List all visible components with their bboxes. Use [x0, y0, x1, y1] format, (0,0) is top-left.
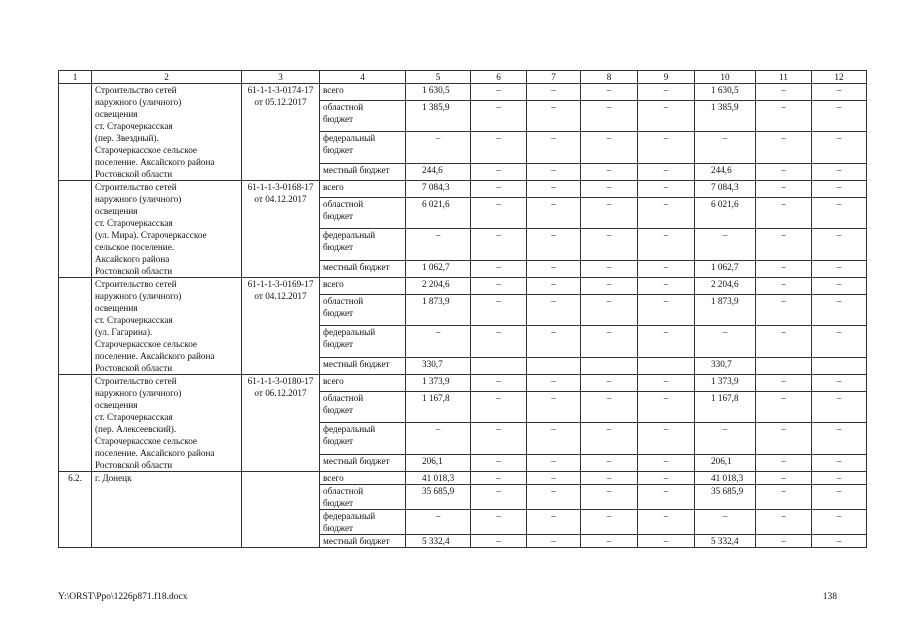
value-col-8: –	[581, 100, 638, 132]
footer-file-path: Y:\ORST\Ppo\1226p871.f18.docx	[58, 592, 188, 602]
table-row	[59, 84, 867, 101]
value-col-10: –	[695, 326, 756, 358]
funding-source-line: федеральный	[323, 230, 376, 241]
value-col-10: 1 873,9	[695, 294, 756, 326]
object-name-line: освещения	[95, 206, 138, 216]
row-number	[59, 375, 92, 472]
object-name-line: ст. Старочеркасская	[95, 412, 173, 422]
object-name-line: освещения	[95, 400, 138, 410]
value-col-10: 7 084,3	[695, 181, 756, 198]
row-number	[59, 181, 92, 278]
value-col-5: 330,7	[406, 358, 471, 375]
value-col-12: –	[812, 472, 867, 485]
funding-source	[320, 391, 406, 423]
value-col-9: –	[638, 132, 695, 164]
object-name-line: (пер. Алексеевский).	[95, 424, 177, 434]
funding-source	[320, 455, 406, 472]
value-col-11: –	[756, 132, 812, 164]
value-col-8: –	[581, 229, 638, 261]
value-col-7: –	[527, 100, 581, 132]
value-col-10: –	[695, 510, 756, 535]
value-col-6: –	[471, 375, 527, 392]
value-col-12: –	[812, 229, 867, 261]
column-header: 4	[320, 71, 406, 84]
value-col-6: –	[471, 472, 527, 485]
value-col-11: –	[756, 326, 812, 358]
object-name-line: ст. Старочеркасская	[95, 218, 173, 228]
value-col-9: –	[638, 472, 695, 485]
column-header: 8	[581, 71, 638, 84]
value-col-12: –	[812, 100, 867, 132]
value-col-5: 6 021,6	[406, 197, 471, 229]
object-name-line: поселение. Аксайского района	[95, 448, 215, 458]
value-col-12: –	[812, 197, 867, 229]
table-row	[59, 472, 867, 485]
value-col-5: 5 332,4	[406, 535, 471, 548]
value-col-9: –	[638, 391, 695, 423]
object-name	[92, 278, 242, 375]
object-name-line: Аксайского района	[95, 254, 170, 264]
table-row	[59, 181, 867, 198]
value-col-5: 206,1	[406, 455, 471, 472]
funding-source-line: местный бюджет	[323, 456, 390, 467]
funding-source-line: областной	[323, 486, 364, 496]
funding-source-line: федеральный	[323, 133, 376, 144]
value-col-7: –	[527, 510, 581, 535]
value-col-5: 1 167,8	[406, 391, 471, 423]
object-name-line: (ул. Мира). Старочеркасское	[95, 230, 207, 240]
value-col-12: –	[812, 132, 867, 164]
funding-source	[320, 510, 406, 535]
value-col-6: –	[471, 485, 527, 510]
value-col-7: –	[527, 375, 581, 392]
value-col-6: –	[471, 455, 527, 472]
object-name-line: поселение. Аксайского района	[95, 351, 215, 361]
object-name-line: наружного (уличного)	[95, 97, 182, 107]
document-code	[242, 472, 320, 548]
value-col-6: –	[471, 84, 527, 101]
value-col-10: 2 204,6	[695, 278, 756, 295]
value-col-5: 1 630,5	[406, 84, 471, 101]
funding-source	[320, 181, 406, 198]
column-header: 2	[92, 71, 242, 84]
value-col-6: –	[471, 181, 527, 198]
value-col-6: –	[471, 278, 527, 295]
value-col-10: –	[695, 423, 756, 455]
object-name-line: освещения	[95, 303, 138, 313]
funding-source-line: всего	[323, 182, 344, 192]
value-col-7	[527, 358, 581, 375]
footer-page-number: 138	[822, 592, 837, 602]
document-code-line: от 04.12.2017	[254, 194, 307, 204]
value-col-11: –	[756, 261, 812, 278]
object-name-line: г. Донецк	[95, 473, 132, 483]
value-col-5: –	[406, 510, 471, 535]
document-code	[242, 375, 320, 472]
column-header: 11	[756, 71, 812, 84]
value-col-10: –	[695, 229, 756, 261]
value-col-9: –	[638, 375, 695, 392]
value-col-6: –	[471, 535, 527, 548]
value-col-11	[756, 358, 812, 375]
value-col-9: –	[638, 485, 695, 510]
funding-source	[320, 84, 406, 101]
value-col-5: 35 685,9	[406, 485, 471, 510]
value-col-5: 2 204,6	[406, 278, 471, 295]
value-col-6: –	[471, 229, 527, 261]
document-code-line: от 05.12.2017	[254, 97, 307, 107]
funding-source-line: бюджет	[323, 498, 354, 508]
document-code	[242, 181, 320, 278]
value-col-9: –	[638, 84, 695, 101]
value-col-5: 244,6	[406, 164, 471, 181]
value-col-5: 1 385,9	[406, 100, 471, 132]
value-col-7: –	[527, 181, 581, 198]
funding-source-line: местный бюджет	[323, 359, 390, 370]
value-col-9: –	[638, 100, 695, 132]
value-col-5: –	[406, 132, 471, 164]
funding-source	[320, 164, 406, 181]
object-name-line: наружного (уличного)	[95, 194, 182, 204]
value-col-11: –	[756, 278, 812, 295]
value-col-11: –	[756, 164, 812, 181]
value-col-9: –	[638, 181, 695, 198]
funding-source-line: бюджет	[323, 523, 354, 533]
value-col-5: –	[406, 423, 471, 455]
value-col-6: –	[471, 197, 527, 229]
object-name-line: наружного (уличного)	[95, 291, 182, 301]
document-code-line: 61-1-1-3-0174-17	[247, 85, 314, 95]
column-header: 3	[242, 71, 320, 84]
value-col-7: –	[527, 197, 581, 229]
value-col-11: –	[756, 181, 812, 198]
value-col-8: –	[581, 261, 638, 278]
object-name-line: Строительство сетей	[95, 182, 177, 192]
value-col-12: –	[812, 455, 867, 472]
value-col-8: –	[581, 181, 638, 198]
document-code-line: от 04.12.2017	[254, 291, 307, 301]
value-col-7: –	[527, 485, 581, 510]
funding-source-line: бюджет	[323, 307, 354, 318]
object-name-line: Строительство сетей	[95, 279, 177, 289]
value-col-6: –	[471, 326, 527, 358]
funding-source-line: областной	[323, 101, 364, 112]
funding-source	[320, 132, 406, 164]
funding-source-line: областной	[323, 295, 364, 306]
value-col-8: –	[581, 510, 638, 535]
funding-source	[320, 485, 406, 510]
value-col-9: –	[638, 510, 695, 535]
value-col-9: –	[638, 197, 695, 229]
value-col-5: 1 873,9	[406, 294, 471, 326]
value-col-5: 7 084,3	[406, 181, 471, 198]
value-col-12: –	[812, 164, 867, 181]
object-name-line: Строительство сетей	[95, 376, 177, 386]
value-col-10: 1 062,7	[695, 261, 756, 278]
value-col-9: –	[638, 423, 695, 455]
value-col-10: 1 385,9	[695, 100, 756, 132]
column-header: 7	[527, 71, 581, 84]
funding-source-line: бюджет	[323, 210, 354, 221]
value-col-11: –	[756, 294, 812, 326]
value-col-12: –	[812, 535, 867, 548]
value-col-12: –	[812, 181, 867, 198]
table-row	[59, 278, 867, 295]
value-col-6: –	[471, 164, 527, 181]
value-col-10: 41 018,3	[695, 472, 756, 485]
value-col-8: –	[581, 278, 638, 295]
column-header: 9	[638, 71, 695, 84]
value-col-10: 206,1	[695, 455, 756, 472]
value-col-7: –	[527, 455, 581, 472]
value-col-10: 6 021,6	[695, 197, 756, 229]
table-row	[59, 375, 867, 392]
value-col-12	[812, 358, 867, 375]
value-col-8	[581, 358, 638, 375]
funding-source-line: местный бюджет	[323, 165, 390, 176]
object-name-line: ст. Старочеркасская	[95, 121, 173, 131]
value-col-12: –	[812, 375, 867, 392]
value-col-9: –	[638, 261, 695, 278]
funding-source-line: областной	[323, 198, 364, 209]
value-col-9: –	[638, 326, 695, 358]
value-col-5: –	[406, 229, 471, 261]
funding-source-line: бюджет	[323, 404, 354, 415]
value-col-10: 330,7	[695, 358, 756, 375]
document-code	[242, 278, 320, 375]
value-col-12: –	[812, 278, 867, 295]
value-col-10: 35 685,9	[695, 485, 756, 510]
value-col-8: –	[581, 472, 638, 485]
funding-source	[320, 375, 406, 392]
funding-source	[320, 197, 406, 229]
value-col-11: –	[756, 485, 812, 510]
value-col-8: –	[581, 164, 638, 181]
value-col-6: –	[471, 294, 527, 326]
document-code	[242, 84, 320, 181]
funding-source	[320, 294, 406, 326]
row-number	[59, 84, 92, 181]
object-name-line: (ул. Гагарина).	[95, 327, 153, 337]
document-code-line: 61-1-1-3-0168-17	[247, 182, 314, 192]
funding-source-line: всего	[323, 473, 344, 483]
funding-source	[320, 278, 406, 295]
value-col-7: –	[527, 326, 581, 358]
funding-source-line: местный бюджет	[323, 536, 390, 546]
value-col-11: –	[756, 423, 812, 455]
funding-source-line: федеральный	[323, 424, 376, 435]
value-col-5: –	[406, 326, 471, 358]
table-header-row	[59, 71, 867, 84]
funding-source	[320, 229, 406, 261]
object-name-line: (пер. Звездный).	[95, 133, 159, 143]
value-col-12: –	[812, 510, 867, 535]
object-name-line: поселение. Аксайского района	[95, 157, 215, 167]
object-name-line: наружного (уличного)	[95, 388, 182, 398]
value-col-6: –	[471, 391, 527, 423]
value-col-6: –	[471, 510, 527, 535]
value-col-10: 5 332,4	[695, 535, 756, 548]
value-col-7: –	[527, 472, 581, 485]
value-col-8: –	[581, 326, 638, 358]
funding-source-line: местный бюджет	[323, 262, 390, 273]
value-col-6: –	[471, 132, 527, 164]
value-col-12: –	[812, 294, 867, 326]
funding-source	[320, 358, 406, 375]
value-col-12: –	[812, 485, 867, 510]
value-col-8: –	[581, 294, 638, 326]
value-col-11: –	[756, 197, 812, 229]
value-col-9: –	[638, 294, 695, 326]
funding-source-line: федеральный	[323, 327, 376, 338]
value-col-6	[471, 358, 527, 375]
value-col-8: –	[581, 391, 638, 423]
value-col-10: 1 630,5	[695, 84, 756, 101]
value-col-12: –	[812, 423, 867, 455]
value-col-7: –	[527, 84, 581, 101]
value-col-8: –	[581, 455, 638, 472]
value-col-11: –	[756, 535, 812, 548]
funding-source	[320, 100, 406, 132]
object-name-line: Ростовской области	[95, 169, 173, 179]
value-col-7: –	[527, 535, 581, 548]
value-col-9	[638, 358, 695, 375]
column-header: 10	[695, 71, 756, 84]
value-col-9: –	[638, 455, 695, 472]
funding-source-line: бюджет	[323, 145, 354, 156]
object-name-line: Старочеркасское сельское	[95, 145, 197, 155]
value-col-12: –	[812, 391, 867, 423]
value-col-12: –	[812, 84, 867, 101]
row-number: 6.2.	[59, 472, 92, 548]
value-col-11: –	[756, 375, 812, 392]
funding-source-line: федеральный	[323, 511, 376, 521]
funding-source-line: всего	[323, 85, 344, 95]
object-name-line: Старочеркасское сельское	[95, 436, 197, 446]
object-name-line: Старочеркасское сельское	[95, 339, 197, 349]
document-code-line: 61-1-1-3-0169-17	[247, 279, 314, 289]
object-name	[92, 472, 242, 548]
object-name-line: освещения	[95, 109, 138, 119]
value-col-9: –	[638, 229, 695, 261]
column-header: 1	[59, 71, 92, 84]
value-col-7: –	[527, 132, 581, 164]
value-col-7: –	[527, 278, 581, 295]
value-col-5: 41 018,3	[406, 472, 471, 485]
value-col-11: –	[756, 84, 812, 101]
table-body	[59, 71, 867, 548]
document-code-line: 61-1-1-3-0180-17	[247, 376, 314, 386]
value-col-10: 1 167,8	[695, 391, 756, 423]
value-col-9: –	[638, 278, 695, 295]
value-col-10: 1 373,9	[695, 375, 756, 392]
value-col-5: 1 373,9	[406, 375, 471, 392]
column-header: 5	[406, 71, 471, 84]
value-col-7: –	[527, 423, 581, 455]
object-name-line: Ростовской области	[95, 460, 173, 470]
value-col-8: –	[581, 375, 638, 392]
value-col-5: 1 062,7	[406, 261, 471, 278]
column-header: 12	[812, 71, 867, 84]
value-col-8: –	[581, 197, 638, 229]
value-col-11: –	[756, 391, 812, 423]
budget-table	[58, 70, 867, 548]
value-col-7: –	[527, 229, 581, 261]
value-col-7: –	[527, 164, 581, 181]
object-name	[92, 84, 242, 181]
value-col-11: –	[756, 229, 812, 261]
object-name	[92, 375, 242, 472]
value-col-11: –	[756, 455, 812, 472]
funding-source	[320, 472, 406, 485]
value-col-8: –	[581, 485, 638, 510]
value-col-10: 244,6	[695, 164, 756, 181]
value-col-7: –	[527, 294, 581, 326]
object-name-line: сельское поселение.	[95, 242, 175, 252]
funding-source-line: бюджет	[323, 242, 354, 253]
funding-source-line: всего	[323, 376, 344, 386]
value-col-7: –	[527, 261, 581, 278]
value-col-8: –	[581, 535, 638, 548]
value-col-7: –	[527, 391, 581, 423]
value-col-8: –	[581, 132, 638, 164]
value-col-9: –	[638, 535, 695, 548]
value-col-12: –	[812, 261, 867, 278]
object-name	[92, 181, 242, 278]
object-name-line: Строительство сетей	[95, 85, 177, 95]
object-name-line: Ростовской области	[95, 363, 173, 373]
object-name-line: ст. Старочеркасская	[95, 315, 173, 325]
value-col-12: –	[812, 326, 867, 358]
funding-source	[320, 326, 406, 358]
funding-source-line: всего	[323, 279, 344, 289]
funding-source-line: бюджет	[323, 436, 354, 447]
value-col-9: –	[638, 164, 695, 181]
funding-source-line: бюджет	[323, 339, 354, 350]
value-col-11: –	[756, 510, 812, 535]
value-col-6: –	[471, 261, 527, 278]
funding-source	[320, 535, 406, 548]
row-number	[59, 278, 92, 375]
funding-source	[320, 261, 406, 278]
funding-source	[320, 423, 406, 455]
value-col-10: –	[695, 132, 756, 164]
object-name-line: Ростовской области	[95, 266, 173, 276]
value-col-6: –	[471, 100, 527, 132]
value-col-8: –	[581, 84, 638, 101]
funding-source-line: областной	[323, 392, 364, 403]
value-col-11: –	[756, 472, 812, 485]
funding-source-line: бюджет	[323, 113, 354, 124]
value-col-8: –	[581, 423, 638, 455]
value-col-11: –	[756, 100, 812, 132]
column-header: 6	[471, 71, 527, 84]
document-code-line: от 06.12.2017	[254, 388, 307, 398]
value-col-6: –	[471, 423, 527, 455]
